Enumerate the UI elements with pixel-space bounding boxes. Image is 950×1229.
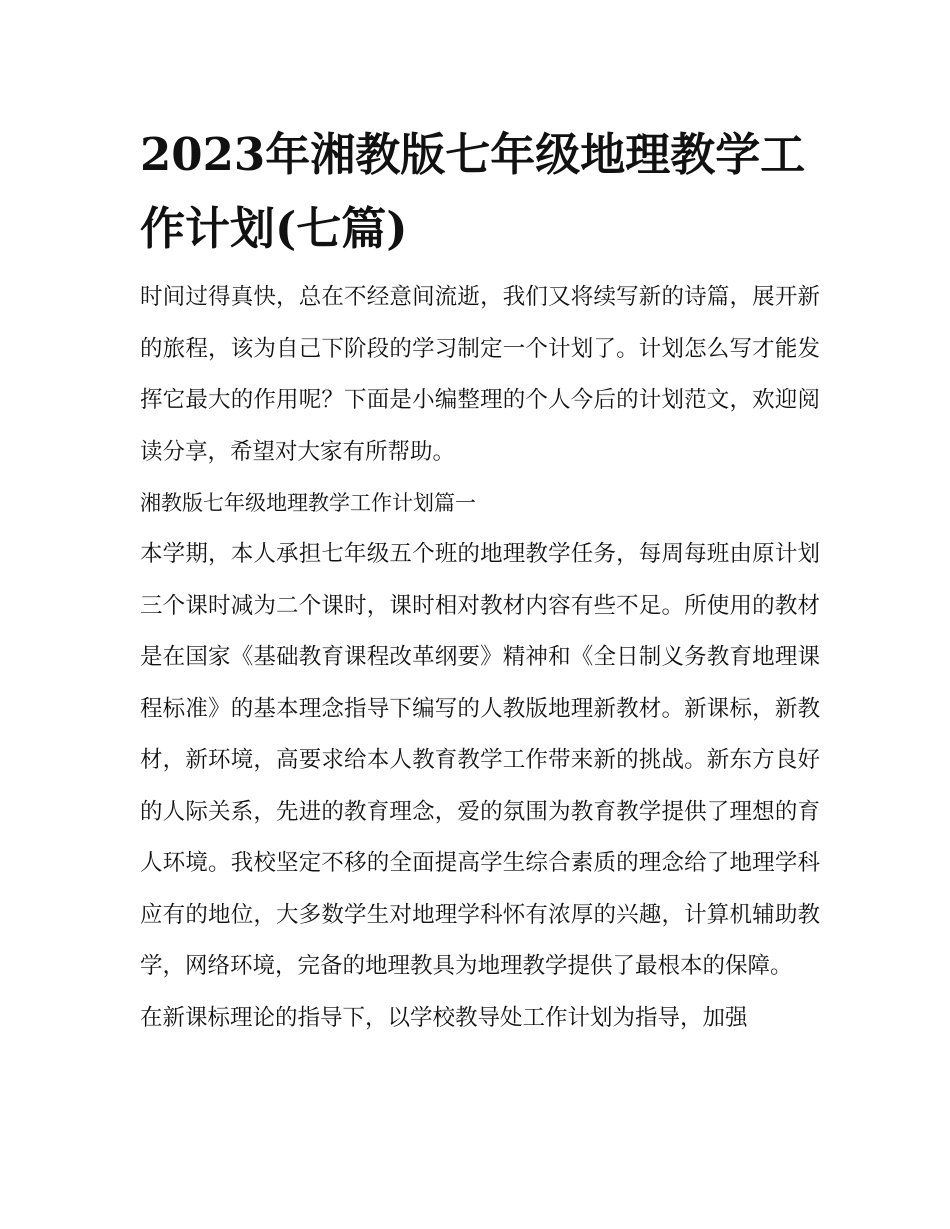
document-title: 2023年湘教版七年级地理教学工作计划(七篇) <box>140 128 806 255</box>
document-page <box>140 118 820 1044</box>
body-paragraph-2: 在新课标理论的指导下，以学校教导处工作计划为指导，加强 <box>140 1004 748 1031</box>
intro-paragraph: 时间过得真快，总在不经意间流逝，我们又将续写新的诗篇，展开新的旅程，该为自己下阶段的学习制定一个计划了。计划怎么写才能发挥它最大的作用呢？下面是小编整理的个人今后的计划范文，欢迎阅读分享，希望对大家有所帮助。 <box>140 284 820 465</box>
section-heading: 湘教版七年级地理教学工作计划篇一 <box>140 491 476 515</box>
body-paragraph-1: 本学期，本人承担七年级五个班的地理教学任务，每周每班由原计划三个课时减为二个课时，课时相对教材内容有些不足。所使用的教材是在国家《基础教育课程改革纲要》精神和《全日制义务教育地理课程标准》的基本理念指导下编写的人教版地理新教材。新课标，新教材，新环境，高要求给本人教育教学工作带来新的挑战。新东方良好的人际关系，先进的教育理念，爱的氛围为教育教学提供了理想的育人环境。我校坚定不移的全面提高学生综合素质的理念给了地理学科应有的地位，大多数学生对地理学科怀有浓厚的兴趣，计算机辅助教学，网络环境，完备的地理教具为地理教学提供了最根本的保障。 <box>140 541 820 979</box>
